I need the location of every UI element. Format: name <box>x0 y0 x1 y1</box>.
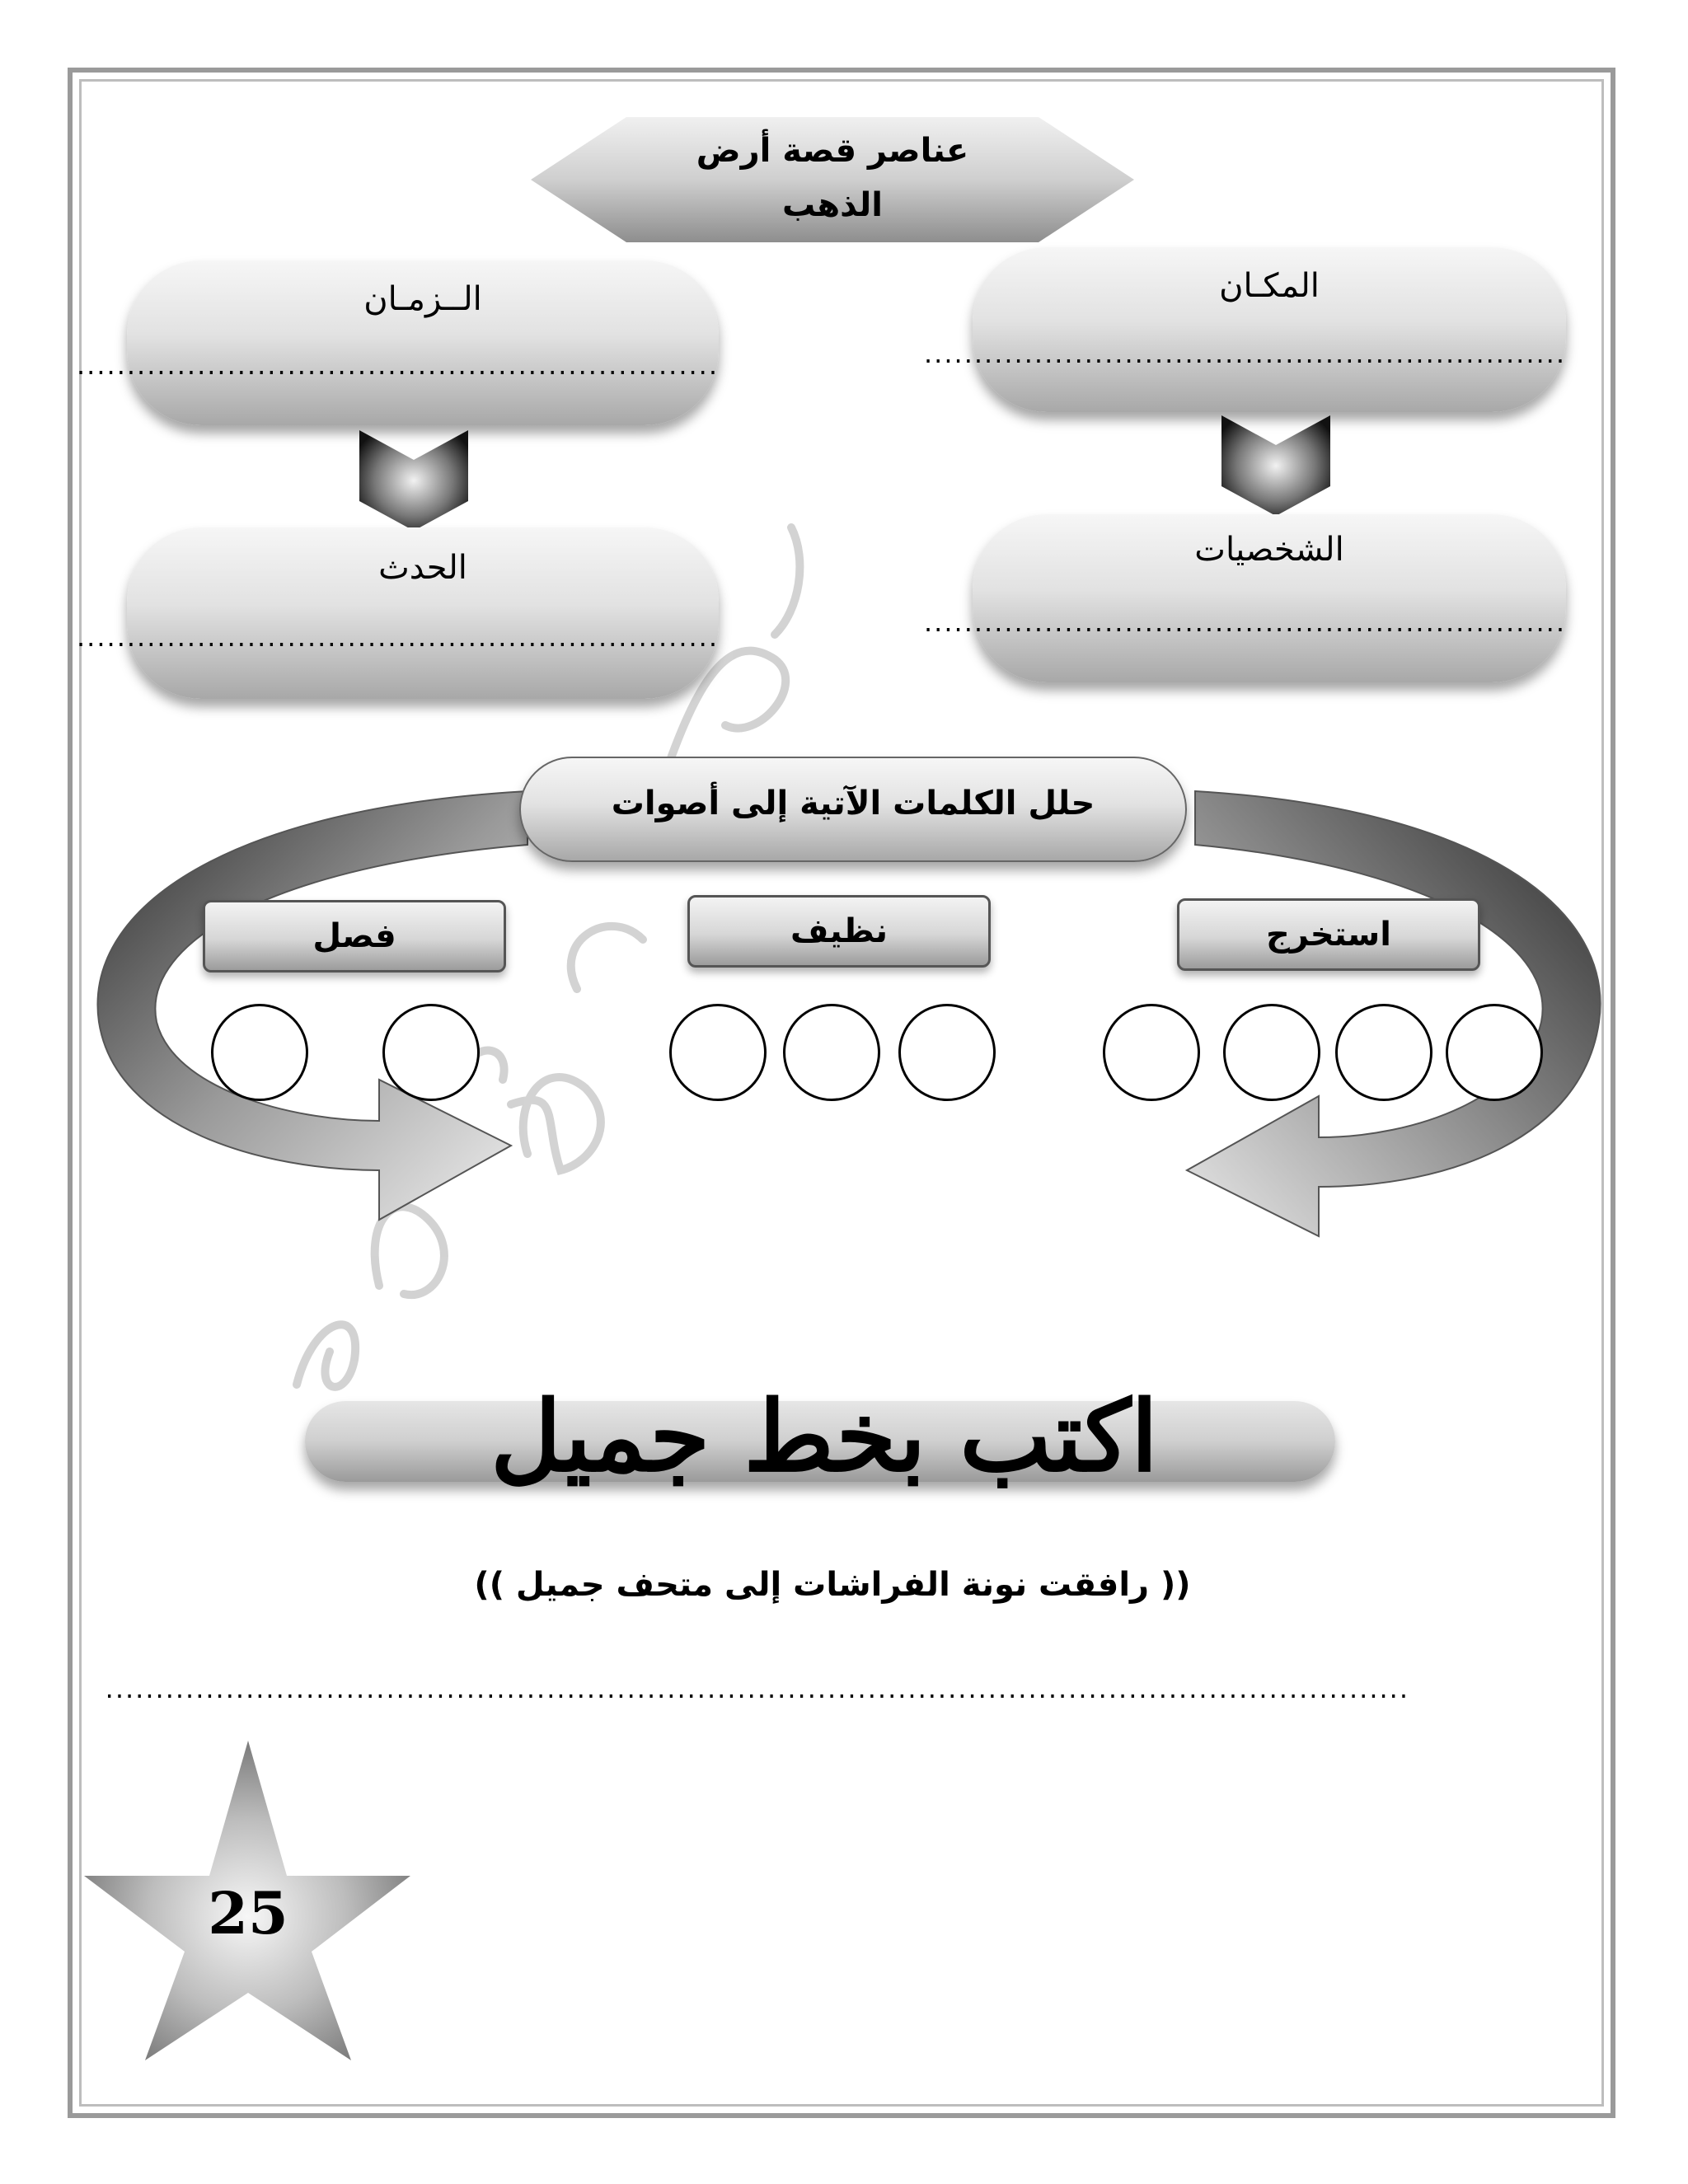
characters-box[interactable] <box>924 514 1566 682</box>
sound-circle[interactable] <box>898 1004 996 1101</box>
handwriting-sentence: (( رافقت نونة الفراشات إلى متحف جميل )) <box>474 1566 1191 1604</box>
time-blank-line: ................................................................ <box>77 349 719 381</box>
word-box-istakhraja: استخرج <box>1177 898 1480 971</box>
sound-circle[interactable] <box>382 1004 480 1101</box>
word-box-fasl: فصل <box>203 900 506 972</box>
characters-label: الشخصيات <box>1194 531 1344 569</box>
place-box[interactable] <box>924 247 1566 412</box>
sound-circle[interactable] <box>1446 1004 1543 1101</box>
handwriting-writing-line[interactable]: .................................................................................................................................. <box>105 1673 1409 1704</box>
place-blank-line: ................................................................ <box>924 338 1566 369</box>
handwriting-heading: اكتب بخط جميل <box>490 1379 1158 1493</box>
time-label: الــزمـان <box>363 280 482 318</box>
sound-circle[interactable] <box>783 1004 880 1101</box>
sound-circle[interactable] <box>1223 1004 1320 1101</box>
sounds-instruction: حلل الكلمات الآتية إلى أصوات <box>611 785 1095 823</box>
sounds-instruction-box <box>519 757 1187 862</box>
story-elements-title: عناصر قصة أرض الذهب <box>696 132 969 224</box>
chevron-down-icon <box>1218 412 1334 519</box>
sound-circle[interactable] <box>669 1004 767 1101</box>
event-blank-line: ................................................................ <box>77 621 719 653</box>
event-box[interactable] <box>77 527 719 699</box>
sound-circle[interactable] <box>1103 1004 1200 1101</box>
time-box[interactable] <box>77 260 719 425</box>
word-box-nathif: نظيف <box>687 895 991 968</box>
sound-circle[interactable] <box>1335 1004 1432 1101</box>
characters-blank-line: ................................................................ <box>924 607 1566 638</box>
event-label: الحدث <box>378 549 467 587</box>
place-label: المكـان <box>1219 267 1320 305</box>
page-number: 25 <box>208 1879 288 1947</box>
sound-circle[interactable] <box>211 1004 308 1101</box>
chevron-down-icon <box>356 427 471 534</box>
